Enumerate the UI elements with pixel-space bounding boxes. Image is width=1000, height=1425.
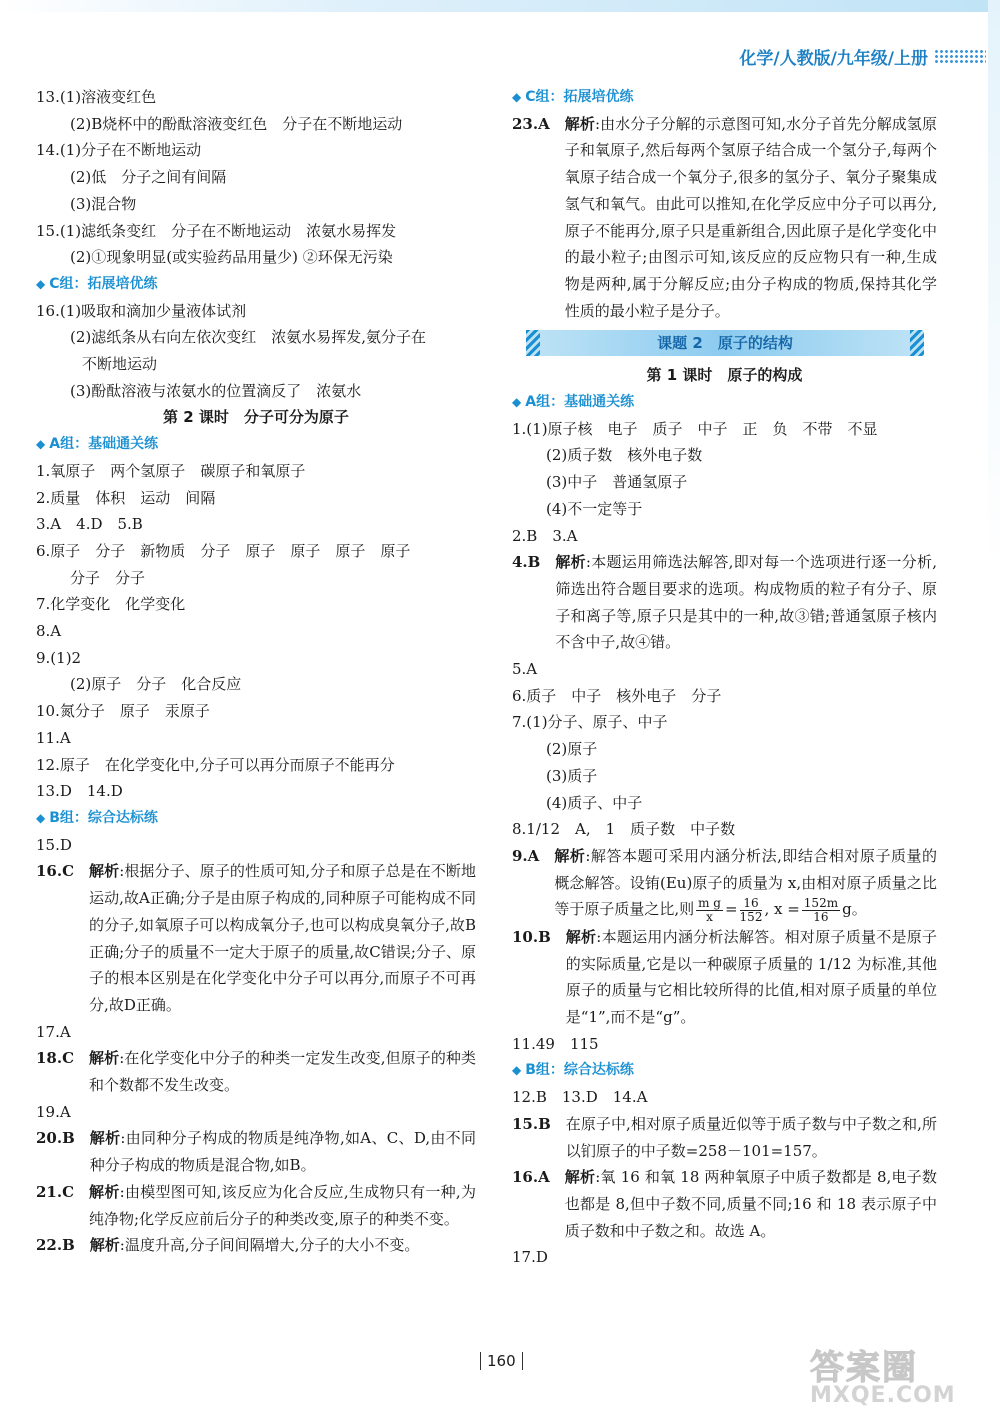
section-group-heading [512,84,937,111]
explanation-label: 解析 [89,1182,120,1201]
diamond-icon: ◆ [36,437,46,452]
answer-line: (2)质子数 核外电子数 [546,446,703,465]
answer-explanation [512,843,937,924]
header-title: 化学/人教版/九年级/上册 [739,49,928,69]
group-label: A组：基础通关练 [525,394,635,411]
answer-number: 9.A [512,846,555,865]
answer-line: 8.A [36,622,62,641]
explanation-text: :在化学变化中分子的种类一定发生改变,但原子的种类和个数都不发生改变。 [89,1049,476,1095]
answer-line: 13.(1)溶液变红色 [36,88,157,106]
equals-sign: = [724,900,738,919]
answer-line: 6.原子 分子 新物质 分子 原子 原子 原子 原子 [36,541,411,560]
explanation-text: :本题运用内涵分析法解答。相对原子质量不是原子的实际质量,它是以一种碳原子质量的 1/12 为标准,其他原子的质量与它相比较所得的比值,相对原子质量的单位是“1”,而不是“g”。 [565,927,937,1026]
lesson-subtitle: 第 1 课时 原子的构成 [646,366,803,385]
answer-line: 11.A [36,728,71,747]
answer-line: (2)原子 [546,740,598,759]
answer-line: 2.B 3.A [512,526,578,545]
explanation-label: 解析 [89,862,120,881]
answer-line: 7.(1)分子、原子、中子 [512,713,668,732]
explanation-label: 解析 [564,114,595,133]
unit-text: g。 [842,900,867,919]
answer-explanation [512,924,937,1031]
answer-line: 14.(1)分子在不断地运动 [36,141,202,160]
left-column [36,84,476,1259]
answer-line: (3)质子 [546,766,598,785]
answer-number: 23.A [512,114,565,133]
answer-number: 15.B [512,1114,566,1133]
explanation-label: 解析 [565,927,597,946]
diamond-icon: ◆ [36,276,46,291]
answer-line: 17.D [512,1248,548,1267]
group-label: A组：基础通关练 [49,436,159,453]
answer-number: 22.B [36,1236,90,1255]
answer-line: 7.化学变化 化学变化 [36,595,186,614]
answer-line: 13.D 14.D [36,782,123,801]
answer-explanation [36,1232,476,1259]
explanation-label: 解析 [555,553,586,572]
page-number: 160 [480,1352,523,1370]
answer-line: 1.氧原子 两个氢原子 碳原子和氧原子 [36,461,306,480]
answer-line: 不断地运动 [82,355,158,374]
explanation-label: 解析 [89,1236,120,1255]
answer-line: (2)①现象明显(或实验药品用量少) ②环保无污染 [70,248,393,267]
fraction [696,897,723,924]
fraction-denominator: 152 [739,909,763,924]
answer-explanation [36,1045,476,1098]
explanation-text: 在原子中,相对原子质量近似等于质子数与中子数之和,所以钔原子的中子数=258－101=157。 [565,1114,937,1160]
explanation-text: :由水分子分解的示意图可知,水分子首先分解成氢原子和氧原子,然后每两个氢原子结合成一个氢分子,每两个氧原子结合成一个氧分子,很多的氢分子、氧分子聚集成氢气和氧气。由此可以推知,在化学反应中分子可以再分,原子不能再分,原子只是重新组合,因此原子是化学变化中的最小粒子;由图示可知,该反应的反应物只有一种,生成物是两种,属于分解反应;由分子构成的物质,保持其化学性质的最小粒子是分子。 [564,114,937,320]
answer-line: 11.49 115 [512,1034,599,1053]
fraction-numerator: 152m [803,895,839,910]
answer-explanation [36,858,476,1018]
answer-line: 17.A [36,1022,71,1041]
answer-explanation [36,1125,476,1178]
answer-line: 16.(1)吸取和滴加少量液体试剂 [36,301,247,320]
answer-number: 10.B [512,927,566,946]
answer-line: 12.原子 在化学变化中,分子可以再分而原子不能再分 [36,755,395,774]
explanation-text: :温度升高,分子间间隔增大,分子的大小不变。 [119,1236,420,1255]
group-label: B组：综合达标练 [49,809,158,826]
answer-number: 18.C [36,1049,90,1068]
answer-explanation [512,549,937,656]
explanation-text: :由同种分子构成的物质是纯净物,如A、C、D,由不同种分子构成的物质是混合物,如B。 [89,1129,476,1175]
answer-explanation [512,1111,937,1164]
answer-line: 2.质量 体积 运动 间隔 [36,488,216,507]
diamond-icon: ◆ [512,1063,522,1078]
answer-line: 15.(1)滤纸条变红 分子在不断地运动 浓氨水易挥发 [36,221,397,240]
explanation-text: :解答本题可采用内涵分析法,即结合相对原子质量的概念解答。设铕(Eu)原子的质量为 x,由相对原子质量之比等于原子质量之比,则 [554,846,937,919]
fraction-numerator: m g [698,895,721,910]
answer-line: 1.(1)原子核 电子 质子 中子 正 负 不带 不显 [512,419,878,438]
fraction-denominator: 16 [813,909,829,924]
explanation-label: 解析 [554,846,586,865]
page-header [739,44,986,69]
group-label: C组：拓展培优练 [49,275,158,292]
answer-line: (2)B烧杯中的酚酞溶液变红色 分子在不断地运动 [70,114,403,133]
explanation-text: :由模型图可知,该反应为化合反应,生成物只有一种,为纯净物;化学反应前后分子的种类改变,原子的种类不变。 [89,1182,476,1228]
answer-line: (2)原子 分子 化合反应 [70,675,242,694]
answer-line: 15.D [36,835,72,854]
group-label: B组：综合达标练 [525,1062,634,1079]
answer-line: 8.1/12 A, 1 质子数 中子数 [512,820,736,839]
diamond-icon: ◆ [36,810,46,825]
section-group-heading [512,389,937,416]
answer-number: 21.C [36,1182,90,1201]
diamond-icon: ◆ [512,395,522,410]
answer-line: 9.(1)2 [36,648,82,667]
answer-line: 5.A [512,660,538,679]
answer-number: 16.C [36,862,90,881]
group-label: C组：拓展培优练 [525,89,634,105]
watermark-bottom-text: MXQE.COM [810,1383,956,1408]
explanation-label: 解析 [89,1049,120,1068]
section-group-heading [36,805,476,832]
fraction [802,897,840,924]
section-group-heading [36,271,476,298]
right-column [512,84,937,1271]
fraction [740,897,763,924]
answer-line: 10.氮分子 原子 汞原子 [36,702,210,721]
section-group-heading [36,431,476,458]
answer-line: (3)酚酞溶液与浓氨水的位置滴反了 浓氨水 [70,381,362,400]
answer-number: 20.B [36,1129,90,1148]
lesson-subtitle: 第 2 课时 分子可分为原子 [163,408,349,427]
watermark-logo [810,1340,980,1414]
fraction-numerator: 16 [740,897,763,911]
answer-explanation [512,1164,937,1244]
answer-explanation [512,111,937,325]
answer-number: 16.A [512,1168,565,1187]
answer-line: (2)低 分子之间有间隔 [70,168,227,187]
answer-line: 12.B 13.D 14.A [512,1088,648,1107]
explanation-text: :本题运用筛选法解答,即对每一个选项进行逐一分析,筛选出符合题目要求的选项。构成物质的粒子有分子、原子和离子等,原子只是其中的一种,故③错;普通氢原子核内不含中子,故④错。 [555,553,937,652]
answer-number: 4.B [512,553,556,572]
answer-line: 19.A [36,1102,71,1121]
watermark-top-text: 答案圈 [810,1348,918,1388]
explanation-text: :氧 16 和氧 18 两种氧原子中质子数都是 8,电子数也都是 8,但中子数不同,质量不同;16 和 18 表示原子中质子数和中子数之和。故选 A。 [564,1168,937,1240]
explanation-text: :根据分子、原子的性质可知,分子和原子总是在不断地运动,故A正确;分子是由原子构成的,同种原子可能构成不同的分子,如氧原子可以构成氧分子,也可以构成臭氧分子,故B正确;分子的质量不一定大于原子的质量,故C错误;分子、原子的根本区别是在化学变化中分子可以再分,而原子不可再分,故D正确。 [89,862,476,1014]
fraction-denominator: x [706,909,713,924]
equation-middle: , x = [764,900,800,919]
section-group-heading [512,1057,937,1084]
answer-line: 3.A 4.D 5.B [36,515,143,534]
diamond-icon: ◆ [512,90,522,104]
top-decoration-bar [0,0,1000,12]
answer-line: 分子 分子 [70,568,146,587]
header-dot-grid-icon [934,49,986,64]
answer-line: (3)混合物 [70,194,137,213]
answer-line: (4)不一定等于 [546,499,643,518]
explanation-label: 解析 [89,1129,121,1148]
answer-line: (2)滤纸条从右向左依次变红 浓氨水易挥发,氨分子在 [70,328,427,347]
answer-explanation [36,1179,476,1232]
answer-line: (3)中子 普通氢原子 [546,473,688,492]
explanation-label: 解析 [564,1168,596,1187]
answer-line: (4)质子、中子 [546,793,643,812]
right-edge-decoration [988,0,1000,1425]
answer-line: 6.质子 中子 核外电子 分子 [512,686,722,705]
topic-banner: 课题 2 原子的结构 [526,330,924,356]
